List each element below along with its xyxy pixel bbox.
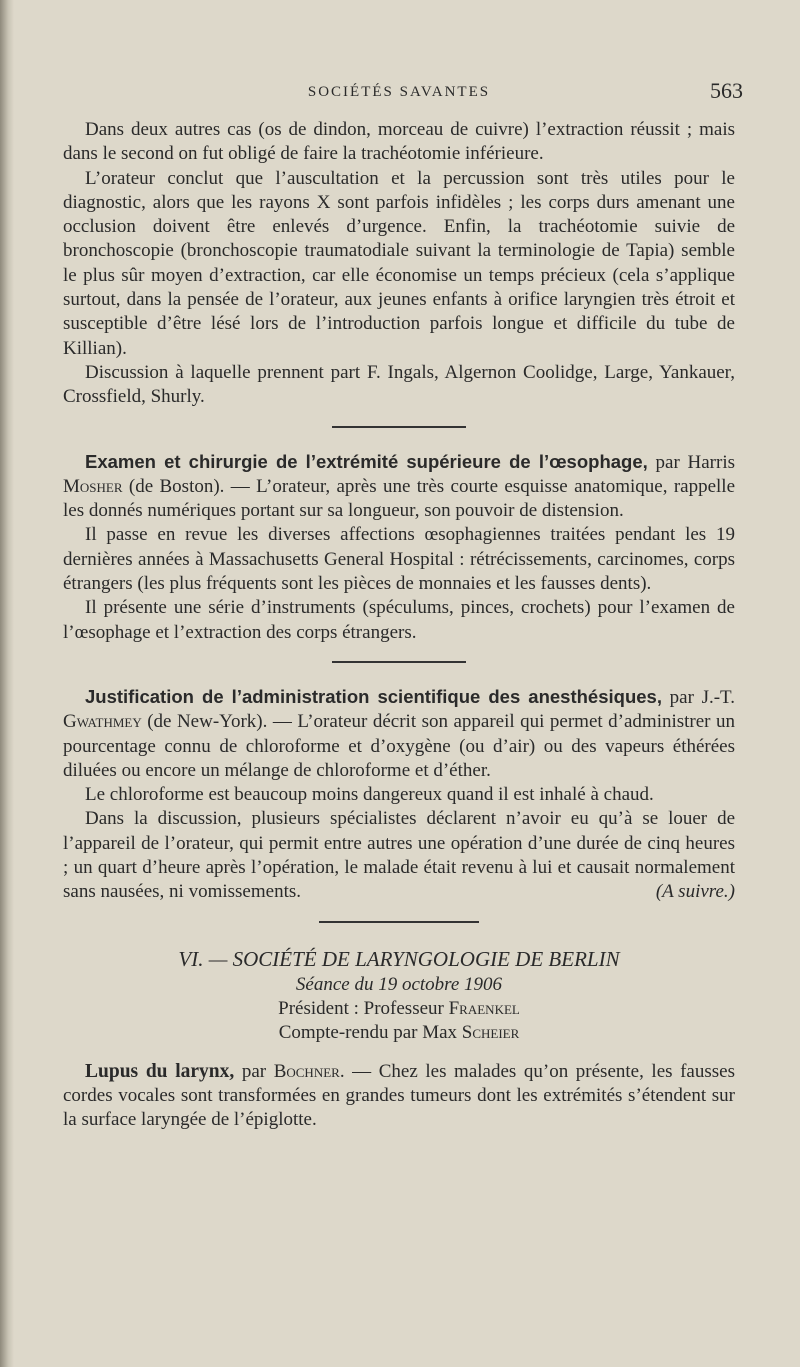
author-name: Gwathmey	[63, 711, 142, 733]
section-divider	[319, 921, 479, 923]
paragraph: Dans la discussion, plusieurs spécialistes déclarent n’avoir eu qu’à se louer de l’appareil de l’orateur, qui permit entre autres une opération d’une durée de cinq heures ; un quart d’heure après l’opération, le malade était revenu à lui et causait normalement sans nausées, ni vomissements. (A suivre.)	[63, 807, 735, 904]
section-title: Lupus du larynx,	[85, 1060, 235, 1082]
section-esophagus: Examen et chirurgie de l’extrémité supérieure de l’œsophage, par Harris Mosher (de Boston). — L’orateur, après une très courte esquisse anatomique, rappelle les donnés numériques portant sur sa longueur, son pouvoir de distension.	[63, 450, 735, 522]
running-head	[63, 78, 743, 118]
paragraph: Discussion à laquelle prennent part F. Ingals, Algernon Coolidge, Large, Yankauer, Crossfield, Shurly.	[63, 361, 735, 408]
president-line: Président : Professeur Fraenkel	[278, 997, 520, 1019]
page-content	[63, 78, 743, 1133]
to-be-continued: (A suivre.)	[655, 881, 735, 903]
paragraph: Il passe en revue les diverses affections œsophagiennes traitées pendant les 19 dernières années à Massachusetts General Hospital : rétrécissements, carcinomes, corps étrangers (les plus fréquents sont les pièces de monnaies et les fausses dents).	[63, 524, 735, 595]
report-line: Compte-rendu par Max Scheier	[278, 1021, 520, 1043]
section-anesthesia: Justification de l’administration scientifique des anesthésiques, par J.-T. Gwathmey (de New-York). — L’orateur décrit son appareil qui permet d’administrer un pourcentage connu de chloroforme et d’oxygène (ou d’air) ou des vapeurs éthérées diluées ou encore un mélange de chloroforme et d’éther.	[63, 685, 735, 781]
society-heading	[63, 945, 735, 1045]
paragraph: Le chloroforme est beaucoup moins dangereux quand il est inhalé à chaud.	[85, 784, 654, 806]
section-lupus: Lupus du larynx, par Bochner. — Chez les malades qu’on présente, les fausses cordes vocales sont transformées en grandes tumeurs dont les extrémités s’étendent sur la surface laryngée de l’épiglotte.	[63, 1060, 735, 1131]
section-title: Justification de l’administration scientifique des anesthésiques,	[85, 685, 662, 707]
author-name: Mosher	[63, 475, 123, 497]
section-title: Examen et chirurgie de l’extrémité supérieure de l’œsophage,	[85, 450, 648, 472]
society-title: VI. — SOCIÉTÉ DE LARYNGOLOGIE DE BERLIN	[178, 946, 620, 971]
section-divider	[332, 426, 466, 428]
paragraph: Il présente une série d’instruments (spéculums, pinces, crochets) pour l’examen de l’œsophage et l’extraction des corps étrangers.	[63, 597, 735, 643]
session-date: Séance du 19 octobre 1906	[295, 973, 503, 995]
page-number: 563	[710, 78, 743, 103]
paragraph: L’orateur conclut que l’auscultation et la percussion sont très utiles pour le diagnostic, alors que les rayons X sont parfois infidèles ; les corps durs amenant une occlusion doivent être enlevés d’urgence. Enfin, la trachéotomie suivie de bronchoscopie (bronchoscopie traumatodiale suivant la terminologie de Tapia) semble le plus sûr moyen d’extraction, car elle économise un temps précieux (cela s’applique surtout, dans la pensée de l’orateur, aux jeunes enfants à orifice laryngien très étroit et susceptible d’être lésé lors de l’introduction parfois longue et difficile du tube de Killian).	[63, 167, 735, 359]
running-title: SOCIÉTÉS SAVANTES	[307, 84, 491, 100]
section-divider	[332, 661, 466, 663]
page-binding-edge	[0, 0, 14, 1367]
author-name: Bochner	[273, 1060, 340, 1082]
paragraph: Dans deux autres cas (os de dindon, morceau de cuivre) l’extraction réussit ; mais dans le second on fut obligé de faire la trachéotomie inférieure.	[63, 119, 735, 165]
